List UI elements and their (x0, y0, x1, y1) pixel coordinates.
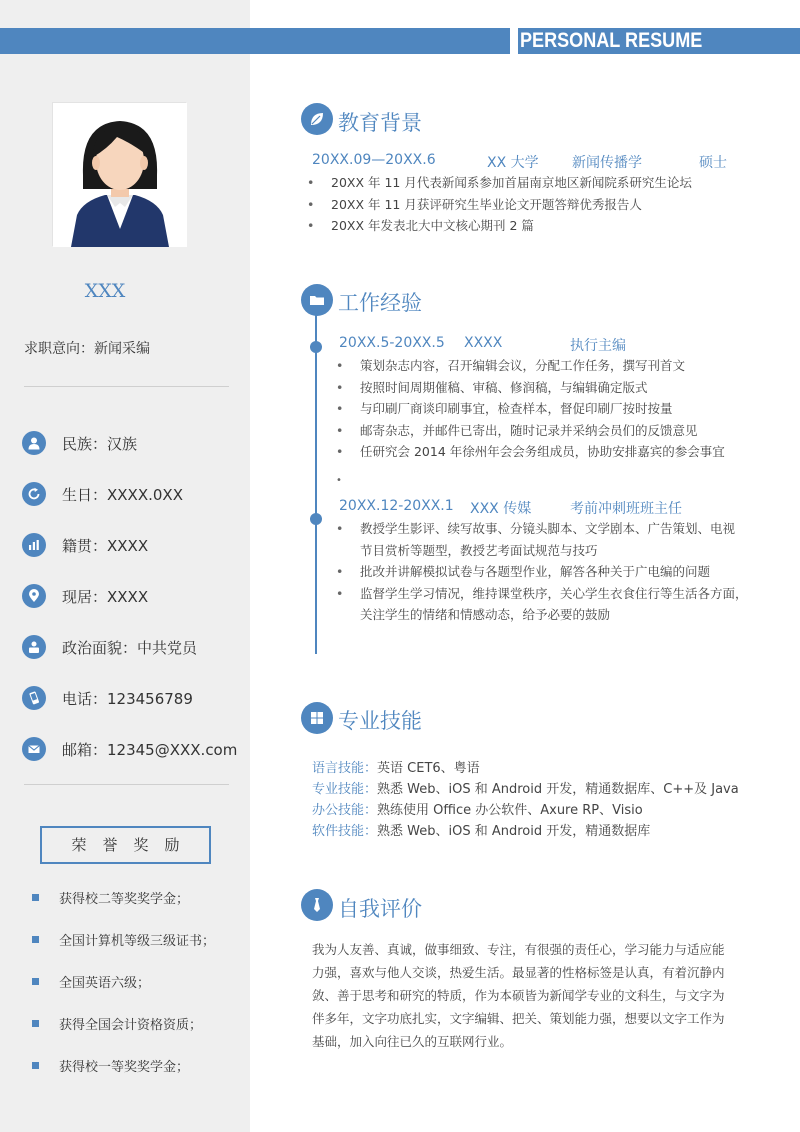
skill-item: 语言技能：英语 CET6、粤语 (312, 761, 480, 776)
bullet-square-icon (32, 936, 39, 943)
leaf-icon (301, 103, 333, 135)
job-period: 20XX.12-20XX.1 (339, 498, 454, 514)
list-item: • 邮寄杂志，并邮件已寄出，随时记录并采纳会员们的反馈意见 (334, 420, 725, 442)
work-timeline (315, 314, 317, 654)
user-icon (22, 431, 46, 455)
job-objective (24, 338, 150, 358)
skill-item: 专业技能：熟悉 Web、iOS 和 Android 开发，精通数据库、C++及 Java (312, 782, 739, 797)
honors-title: 荣誉奖励 (40, 826, 211, 864)
list-item: • 20XX 年 11 月代表新闻系参加首届南京地区新闻院系研究生论坛 (305, 172, 692, 194)
info-hometown (22, 532, 148, 558)
tie-icon (301, 889, 333, 921)
info-text: 民族：汉族 (62, 434, 138, 453)
work-title: 工作经验 (338, 291, 422, 315)
self-eval-title: 自我评价 (338, 897, 422, 921)
objective-label: 求职意向： (24, 341, 94, 357)
info-political-status (22, 634, 197, 660)
job-period: 20XX.5-20XX.5 (339, 335, 445, 351)
skill-item: 软件技能：熟悉 Web、iOS 和 Android 开发，精通数据库 (312, 824, 651, 839)
timeline-dot (310, 341, 322, 353)
list-item: • 监督学生学习情况，维持课堂秩序，关心学生衣食住行等生活各方面， 关注学生的情绪和情感动态，给予必要的鼓励 (334, 583, 748, 626)
education-bullets (305, 172, 692, 237)
objective-value: 新闻采编 (94, 341, 150, 357)
info-text: 籍贯：XXXX (62, 536, 149, 555)
sidebar-divider (24, 386, 229, 387)
bullet-square-icon (32, 1020, 39, 1027)
education-period: 20XX.09—20XX.6 (312, 152, 436, 168)
job-company: XXX 传媒 (470, 501, 532, 517)
candidate-name: XXX (84, 280, 126, 302)
bullet-square-icon (32, 978, 39, 985)
info-ethnicity (22, 430, 137, 456)
honor-item: 获得校二等奖奖学金； (32, 888, 189, 907)
skill-item: 办公技能：熟练使用 Office 办公软件、Axure RP、Visio (312, 803, 643, 818)
job-bullets (334, 518, 748, 626)
info-residence (22, 583, 148, 609)
self-eval-text: 我为人友善、真诚，做事细致、专注，有很强的责任心，学习能力与适应能 力强，喜欢与他人交谈，热爱生活。最显著的性格标签是认真，有着沉静内 敛、善于思考和研究的特质，作为本硕皆为新闻学专业的文科生，与文字为 伴多年，文字功底扎实，文字编辑、把关、策划能力强，想要以文字工作为 基础，加入向往已久的互联网行业。 (312, 942, 725, 1049)
folder-icon (301, 284, 333, 316)
job-role: 考前冲刺班班主任 (570, 501, 682, 517)
info-email (22, 736, 237, 762)
list-item: • 20XX 年 11 月获评研究生毕业论文开题答辩优秀报告人 (305, 194, 692, 216)
resume-title: PERSONAL RESUME (520, 29, 703, 52)
chart-icon (22, 533, 46, 557)
sidebar-divider (24, 784, 229, 785)
education-major: 新闻传播学 (572, 155, 642, 171)
list-item: • 与印刷厂商谈印刷事宜，检查样本，督促印刷厂按时按量 (334, 398, 725, 420)
info-birthday (22, 481, 183, 507)
honor-item: 全国计算机等级三级证书； (32, 930, 215, 949)
info-phone (22, 685, 193, 711)
id-badge-icon (22, 635, 46, 659)
phone-icon (22, 686, 46, 710)
list-item: • 批改并讲解模拟试卷与各题型作业，解答各种关于广电编的问题 (334, 561, 748, 583)
honor-item: 获得校一等奖奖学金； (32, 1056, 189, 1075)
windows-icon (301, 702, 333, 734)
job-role: 执行主编 (570, 338, 626, 354)
education-title: 教育背景 (338, 111, 422, 135)
avatar-illustration (53, 103, 187, 247)
bullet-dot: • (336, 475, 342, 486)
list-item: • 策划杂志内容，召开编辑会议，分配工作任务，撰写刊首文 (334, 355, 725, 377)
info-text: 邮箱：12345@XXX.com (62, 740, 238, 759)
education-degree: 硕士 (699, 155, 727, 171)
bullet-square-icon (32, 894, 39, 901)
info-text: 电话：123456789 (62, 689, 193, 708)
skills-title: 专业技能 (338, 709, 422, 733)
honor-item: 全国英语六级； (32, 972, 150, 991)
location-pin-icon (22, 584, 46, 608)
info-text: 现居：XXXX (62, 587, 149, 606)
honor-item: 获得全国会计资格资质； (32, 1014, 202, 1033)
education-school: XX 大学 (487, 155, 539, 171)
list-item: • 20XX 年发表北大中文核心期刊 2 篇 (305, 215, 692, 237)
list-item: • 任研究会 2014 年徐州年会会务组成员，协助安排嘉宾的参会事宜 (334, 441, 725, 463)
info-text: 政治面貌：中共党员 (62, 638, 198, 657)
job-company: XXXX (464, 335, 503, 351)
list-item: • 按照时间周期催稿、审稿、修润稿，与编辑确定版式 (334, 377, 725, 399)
refresh-icon (22, 482, 46, 506)
profile-photo (52, 102, 186, 246)
timeline-dot (310, 513, 322, 525)
job-bullets (334, 355, 725, 463)
bullet-square-icon (32, 1062, 39, 1069)
list-item: • 教授学生影评、续写故事、分镜头脚本、文学剧本、广告策划、电视 节目赏析等题型，教授艺考面试规范与技巧 (334, 518, 748, 561)
info-text: 生日：XXXX.0XX (62, 485, 183, 504)
mail-icon (22, 737, 46, 761)
header-bar-left (0, 28, 510, 54)
